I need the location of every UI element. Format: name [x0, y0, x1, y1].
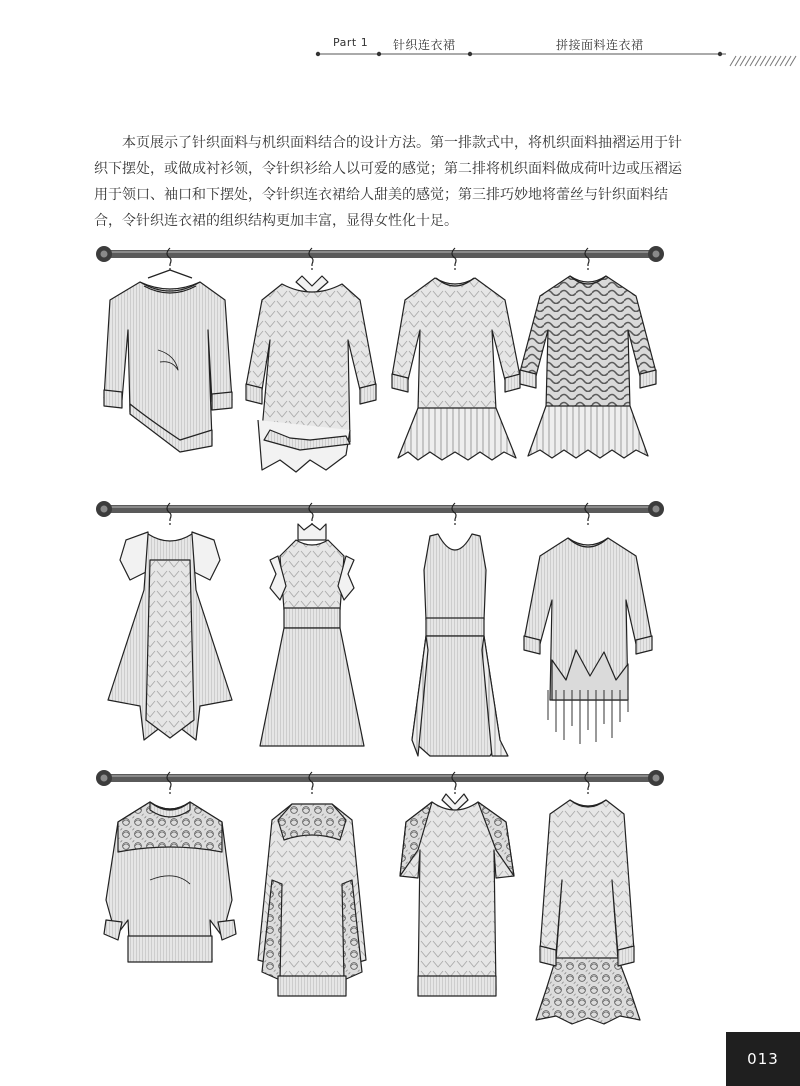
intro-paragraph: 本页展示了针织面料与机织面料结合的设计方法。第一排款式中，将机织面料抽褶运用于针织下摆处，或做成衬衫领，令针织衫给人以可爱的感觉；第二排将机织面料做成荷叶边或压褶运用于领口、袖口和下摆处，令针织连衣裙给人甜美的感觉；第三排巧妙地将蕾丝与针织面料结合，令针织连衣裙的组织结构更加丰富，显得女性化十足。 [94, 135, 682, 229]
garment-r3-3 [400, 772, 514, 996]
garment-r2-3 [412, 503, 508, 756]
clothes-rail-2 [96, 501, 664, 517]
header-section: 拼接面料连衣裙 [556, 38, 644, 52]
garment-r3-4 [536, 772, 640, 1024]
garment-r2-4 [524, 503, 652, 744]
header-part: Part 1 [333, 36, 369, 49]
garment-r1-3 [392, 248, 520, 460]
garment-r2-2 [260, 503, 364, 746]
clothes-rail-3 [96, 770, 664, 786]
garment-r1-2 [246, 248, 376, 472]
garment-r3-2 [258, 772, 366, 996]
page-number: 013 [726, 1032, 800, 1086]
garment-r2-1 [108, 503, 232, 740]
garment-r1-4 [520, 248, 656, 458]
clothes-rail-1 [96, 246, 664, 262]
garment-r3-1 [104, 772, 236, 962]
header-chapter: 针织连衣裙 [393, 38, 456, 52]
garment-r1-1 [104, 248, 232, 452]
